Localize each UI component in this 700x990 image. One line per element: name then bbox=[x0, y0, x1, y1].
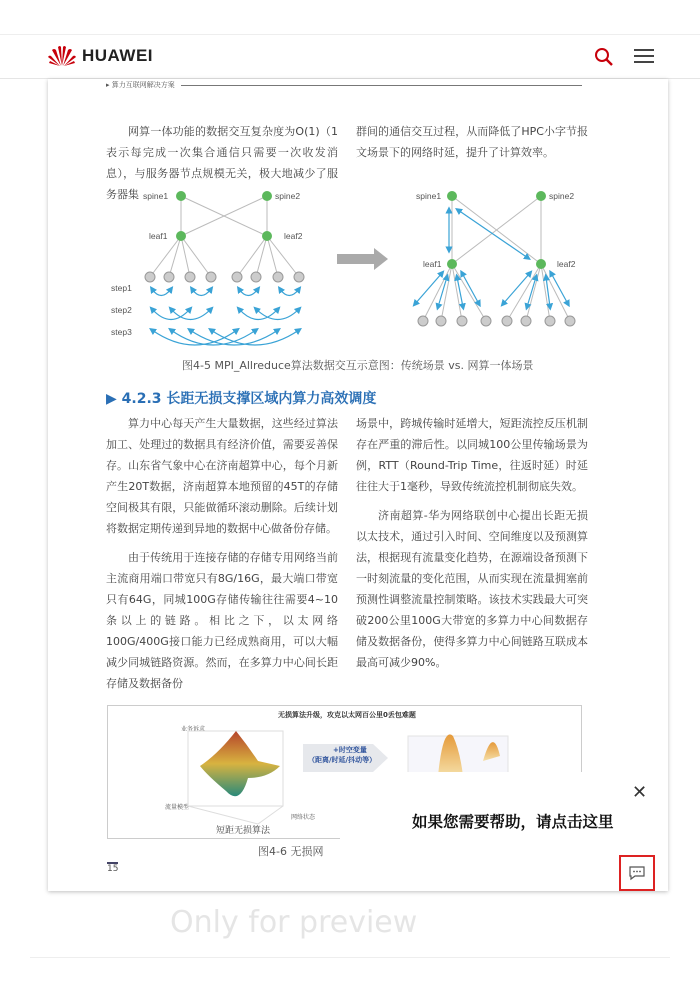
help-message-link[interactable]: 如果您需要帮助，请点击这里 bbox=[412, 813, 614, 831]
label-leaf1: leaf1 bbox=[149, 231, 168, 241]
watermark: Only for preview bbox=[170, 905, 418, 940]
figure-4-5-caption: 图4-5 MPI_Allreduce算法数据交互示意图：传统场景 vs. 网算一体场景 bbox=[182, 359, 534, 372]
right-column bbox=[356, 413, 588, 681]
label-spine2-right: spine2 bbox=[549, 191, 575, 201]
chat-bubble-icon bbox=[628, 865, 646, 881]
intro-left-text: 网算一体功能的数据交互复杂度为O(1)（1表示每完成一次集合通信只需要一次收发消息），与服务器节点规模无关，极大地减少了服务器集 bbox=[106, 125, 338, 201]
label-leaf2-right: leaf2 bbox=[557, 259, 576, 269]
x-axis-label: 流量模型 bbox=[165, 804, 190, 811]
brand-name: HUAWEI bbox=[82, 46, 153, 65]
label-spine1-right: spine1 bbox=[416, 191, 442, 201]
label-spine1: spine1 bbox=[143, 191, 169, 201]
left-paragraph-1: 算力中心每天产生大量数据，这些经过算法加工、处理过的数据具有经济价值，需要妥善保存。山东省气象中心在济南超算中心，每个月新产生20T数据，济南超算本地预留的45T的存储空间极其有限，只能做循环滚动删除。后续计划将数据定期传递到异地的数据中心做备份存储。 bbox=[106, 417, 338, 535]
right-paragraph-1: 场景中，跨城传输时延增大，短距流控反压机制存在严重的滞后性。以同城100公里传输场景为例，RTT（Round-Trip Time，往返时延）时延往往大于1毫秒，导致传统流控机制彻底失效。 bbox=[356, 417, 588, 493]
footer-divider bbox=[30, 957, 670, 958]
surface-subtitle: 短距无损算法 bbox=[216, 826, 271, 836]
chat-button[interactable] bbox=[619, 855, 655, 891]
intro-right-text: 群间的通信交互过程，从而降低了HPC小字节报文场景下的网络时延，提升了计算效率。 bbox=[356, 125, 588, 159]
close-icon[interactable]: ✕ bbox=[632, 782, 648, 803]
figure-4-5-diagram bbox=[0, 0, 700, 380]
section-heading: ▶ 4.2.3 长距无损支撑区域内算力高效调度 bbox=[106, 391, 377, 407]
section-label: 算力互联网解决方案 bbox=[111, 81, 175, 89]
page-number: 15 bbox=[107, 864, 119, 874]
label-leaf1-right: leaf1 bbox=[423, 259, 442, 269]
heading-text: 4.2.3 长距无损支撑区域内算力高效调度 bbox=[121, 391, 377, 407]
label-step1: step1 bbox=[111, 283, 132, 293]
right-paragraph-2: 济南超算-华为网络联创中心提出长距无损以太技术，通过引入时间、空间维度以及预测算法，根据现有流量变化趋势，在源端设备预测下一时刻流量的变化范围，从而实现在流量拥塞前预测性调整流量控制策略。该技术实践最大可突破200公里100G大带宽的多算力中心间数据存储及数据备份，使得多算力中心间链路互联成本最高可减少90%。 bbox=[356, 509, 588, 669]
arrow-line-1: +时空变量 bbox=[333, 746, 367, 754]
label-step2: step2 bbox=[111, 305, 132, 315]
y-axis-label: 业务诉求 bbox=[181, 726, 206, 733]
label-spine2: spine2 bbox=[275, 191, 301, 201]
left-column bbox=[106, 413, 338, 702]
left-paragraph-2: 由于传统用于连接存储的存储专用网络当前主流商用端口带宽只有8G/16G，最大端口带宽只有64G，同城100G存储传输往往需要4~10条以上的链路。相比之下，以太网络100G/400G接口能力已经成熟商用，可以大幅减少同城链路资源。然而，在多算力中心间长距存储及数据备份 bbox=[106, 551, 338, 690]
section-header: ▸ 算力互联网解决方案 bbox=[106, 80, 582, 90]
figure-4-6-caption: 图4-6 无损网 bbox=[258, 845, 324, 858]
figure-4-6-title: 无损算法升级，攻克以太网百公里0丢包难题 bbox=[278, 711, 416, 719]
help-popup bbox=[340, 772, 668, 846]
label-leaf2: leaf2 bbox=[284, 231, 303, 241]
label-step3: step3 bbox=[111, 327, 132, 337]
arrow-line-2: （距离/时延/抖动等） bbox=[308, 756, 377, 764]
z-axis-label: 网络状态 bbox=[291, 814, 316, 821]
